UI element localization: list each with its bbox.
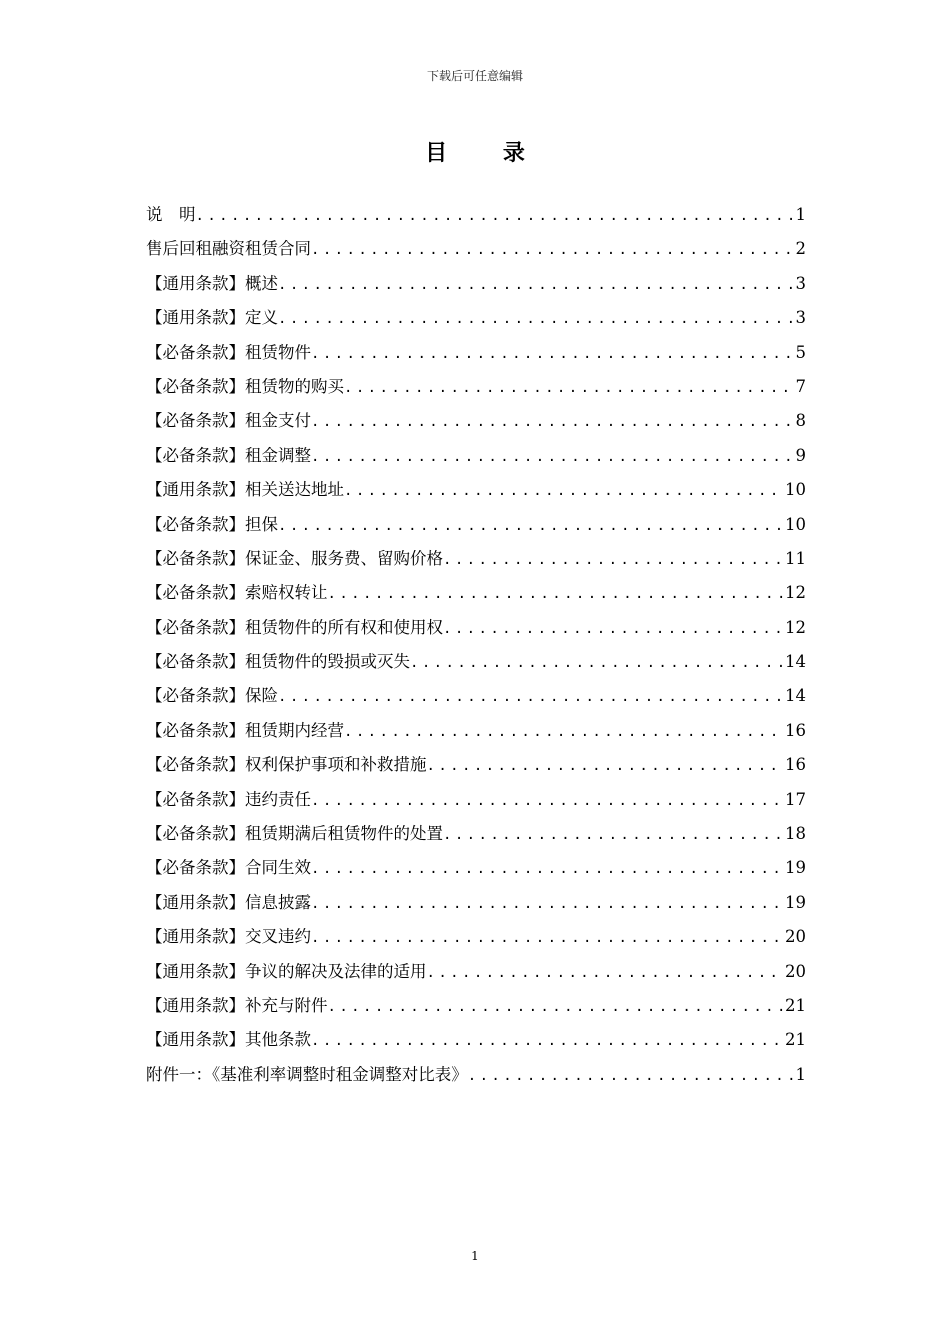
toc-entry-title: 【必备条款】租金支付 [146,411,311,431]
toc-entry-page: 8 [795,411,806,431]
toc-entry-title: 【通用条款】信息披露 [146,892,311,912]
toc-entry-title: 【必备条款】违约责任 [146,789,311,809]
toc-entry-page: 20 [785,927,806,947]
toc-entry-title: 说 明 [146,205,196,224]
toc-entry-title: 【必备条款】租赁物的购买 [146,376,344,396]
toc-entry[interactable] [146,508,806,542]
toc-entry-page: 20 [785,961,806,981]
toc-entry[interactable] [146,645,806,679]
toc-leader-dots [311,233,794,266]
toc-leader-dots [311,852,783,885]
toc-leader-dots [443,818,783,851]
toc-entry[interactable] [146,989,806,1023]
toc-entry-title: 【必备条款】担保 [146,514,278,534]
toc-leader-dots [344,371,794,404]
toc-entry[interactable] [146,851,806,885]
toc-entry-title: 【通用条款】定义 [146,308,278,328]
header-note: 下载后可任意编辑 [426,69,523,83]
toc-entry[interactable] [146,576,806,610]
toc-entry[interactable] [146,267,806,301]
toc-leader-dots [311,887,783,920]
page-number: 1 [471,1249,479,1263]
toc-leader-dots [278,268,794,301]
toc-entry-page: 3 [795,273,806,293]
toc-entry[interactable] [146,886,806,920]
toc-entry-page: 14 [785,652,806,672]
toc-entry[interactable] [146,783,806,817]
toc-entry-title: 【必备条款】租赁物件 [146,342,311,362]
toc-entry[interactable] [146,1023,806,1057]
toc-title: 目 录 [425,140,549,166]
toc-entry-page: 16 [785,720,806,740]
toc-entry[interactable] [146,336,806,370]
toc-leader-dots [328,990,784,1023]
toc-leader-dots [427,956,784,989]
toc-leader-dots [311,337,794,370]
toc-entry-page: 10 [785,480,806,500]
toc-entry[interactable] [146,748,806,782]
toc-entry-page: 14 [785,686,806,706]
toc-entry-page: 1 [795,1064,806,1084]
toc-leader-dots [278,680,783,713]
toc-entry-title: 售后回租融资租赁合同 [146,239,311,259]
toc-leader-dots [278,509,783,542]
toc-entry-page: 9 [795,445,806,465]
toc-entry-page: 21 [785,1030,806,1050]
toc-leader-dots [311,784,783,817]
toc-entry[interactable] [146,679,806,713]
toc-leader-dots [328,577,784,610]
toc-entry-page: 11 [785,548,806,568]
toc-entry-title: 【必备条款】保险 [146,686,278,706]
toc-entry[interactable] [146,611,806,645]
toc-entry-title: 【必备条款】合同生效 [146,858,311,878]
toc-entry-page: 16 [785,755,806,775]
toc-entry-title: 【通用条款】交叉违约 [146,927,311,947]
toc-leader-dots [278,302,794,335]
toc-entry[interactable] [146,542,806,576]
toc-entry[interactable] [146,473,806,507]
toc-entry-title: 【通用条款】概述 [146,273,278,293]
toc-entry-page: 7 [795,376,806,396]
toc-entry[interactable] [146,370,806,404]
toc-entry-title: 【通用条款】争议的解决及法律的适用 [146,961,427,981]
toc-entry-page: 19 [785,892,806,912]
toc-entry[interactable] [146,198,806,232]
toc-entry[interactable] [146,404,806,438]
toc-entry-title: 【必备条款】租赁期满后租赁物件的处置 [146,824,443,844]
toc-leader-dots [443,612,783,645]
toc-entry[interactable] [146,714,806,748]
toc-entry-title: 【必备条款】租赁物件的所有权和使用权 [146,617,443,637]
toc-leader-dots [344,474,783,507]
toc-entry[interactable] [146,955,806,989]
toc-leader-dots [344,715,783,748]
toc-entry-title: 附件一：《基准利率调整时租金调整对比表》 [146,1064,468,1084]
toc-list [146,198,806,1092]
toc-leader-dots [311,440,794,473]
toc-entry-page: 17 [785,789,806,809]
toc-entry-title: 【通用条款】其他条款 [146,1030,311,1050]
toc-entry-title: 【必备条款】租金调整 [146,445,311,465]
toc-entry-title: 【必备条款】租赁物件的毁损或灭失 [146,652,410,672]
toc-entry-title: 【必备条款】权利保护事项和补救措施 [146,755,427,775]
toc-leader-dots [311,921,783,954]
toc-entry-title: 【必备条款】租赁期内经营 [146,720,344,740]
toc-entry-title: 【必备条款】保证金、服务费、留购价格 [146,548,443,568]
toc-leader-dots [468,1059,794,1092]
toc-entry[interactable] [146,920,806,954]
toc-entry-title: 【通用条款】相关送达地址 [146,480,344,500]
toc-entry-page: 21 [785,995,806,1015]
toc-entry[interactable] [146,232,806,266]
toc-entry-page: 3 [795,308,806,328]
toc-entry-title: 【通用条款】补充与附件 [146,995,328,1015]
toc-entry-page: 12 [785,583,806,603]
toc-entry[interactable] [146,817,806,851]
toc-entry[interactable] [146,1058,806,1092]
toc-entry-page: 10 [785,514,806,534]
toc-leader-dots [410,646,783,679]
toc-leader-dots [196,199,794,232]
toc-entry-page: 19 [785,858,806,878]
toc-entry[interactable] [146,439,806,473]
toc-leader-dots [427,749,784,782]
toc-entry[interactable] [146,301,806,335]
toc-leader-dots [311,405,794,438]
toc-entry-page: 12 [785,617,806,637]
toc-leader-dots [311,1024,783,1057]
toc-leader-dots [443,543,783,576]
toc-entry-title: 【必备条款】索赔权转让 [146,583,328,603]
toc-entry-page: 5 [795,342,806,362]
toc-entry-page: 18 [785,824,806,844]
toc-entry-page: 2 [795,239,806,259]
toc-entry-page: 1 [795,205,806,224]
